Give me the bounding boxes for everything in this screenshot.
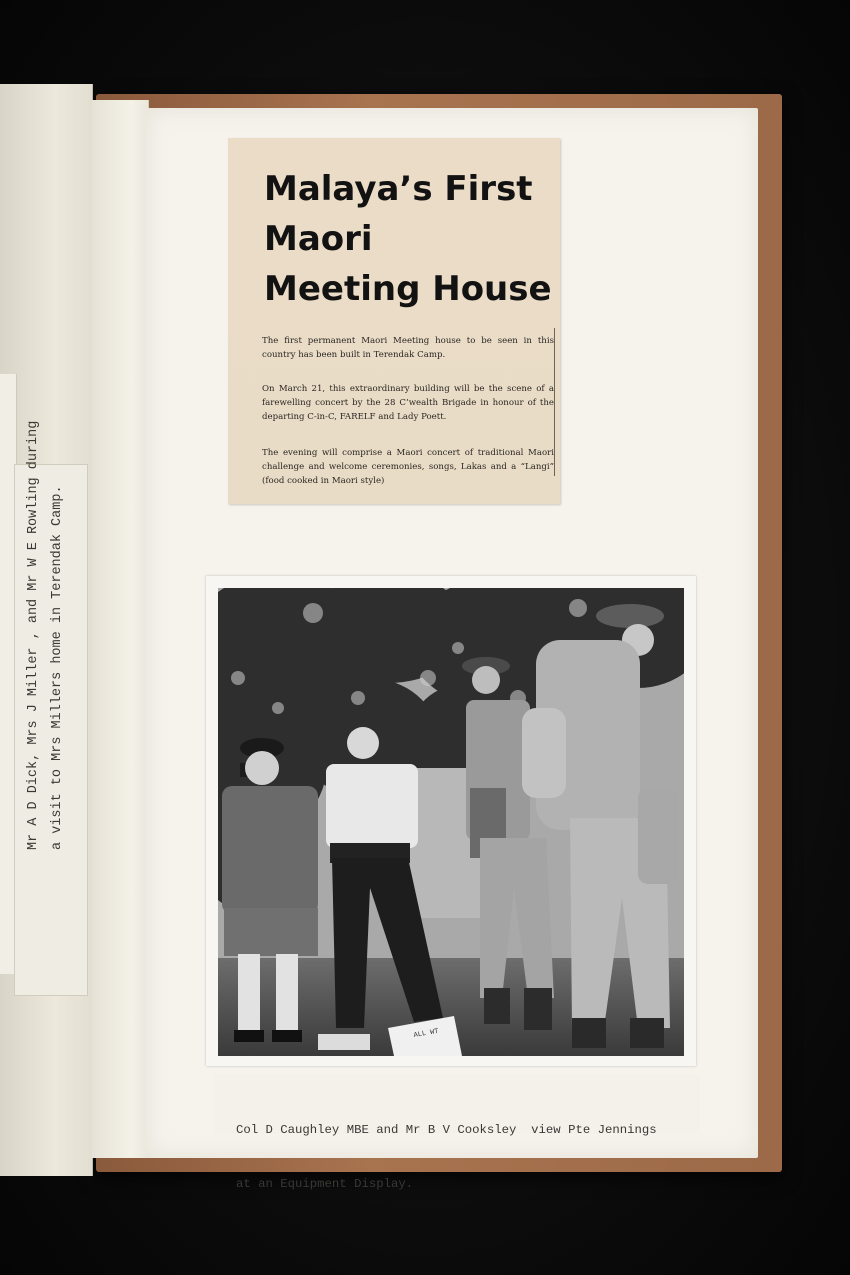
clipping-paragraph-3: The evening will comprise a Maori concert of traditional Maori challenge and welcome ceremonies, songs, Lakas and a “Langi” (food cooked in Maori style) (262, 448, 554, 486)
left-caption-line-1: Mr A D Dick, Mrs J Miller , and Mr W E Rowling during (26, 420, 41, 850)
headline-line-3: Meeting House (264, 269, 552, 309)
column-rule (554, 328, 555, 476)
photo-caption-line-1: Col D Caughley MBE and Mr B V Cooksley view Pte Jennings (236, 1123, 657, 1137)
placard-text: ALL WT (413, 1027, 440, 1040)
left-page-caption (22, 421, 70, 850)
clipping-headline (264, 164, 552, 314)
photo-caption-line-2: at an Equipment Display. (236, 1177, 414, 1191)
clipping-paragraph-2: On March 21, this extraordinary building will be the scene of a farewelling concert by the 28 C’wealth Brigade in honour of the departing C-in-C, FARELF and Lady Poett. (262, 384, 554, 422)
headline-line-1: Malaya’s First (264, 169, 533, 209)
left-caption-line-2: a visit to Mrs Millers home in Terendak Camp. (50, 485, 65, 850)
newspaper-clipping (228, 138, 560, 504)
black-and-white-photograph (218, 588, 684, 1056)
page-spine-fold (92, 100, 149, 1158)
photo-caption (236, 1085, 657, 1211)
clipping-paragraph-1: The first permanent Maori Meeting house to be seen in this country has been built in Terendak Camp. (262, 336, 554, 360)
headline-line-2: Maori (264, 219, 373, 259)
